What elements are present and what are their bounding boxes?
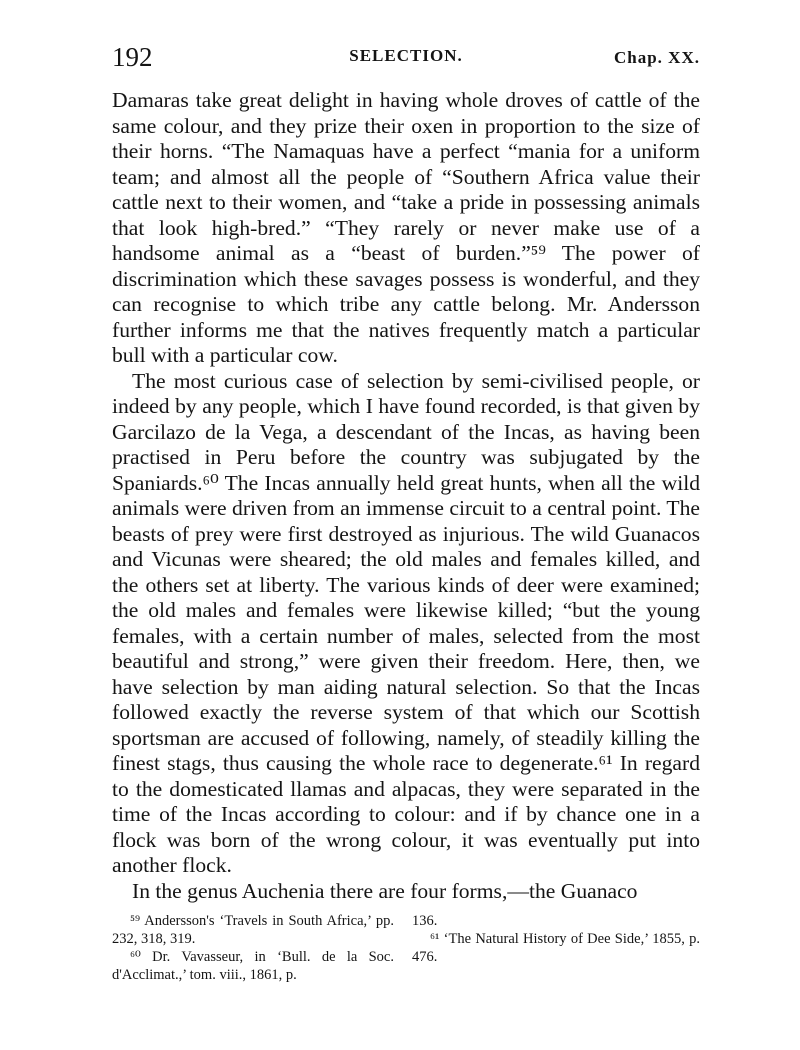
page-header	[112, 40, 700, 80]
page-number: 192	[112, 42, 153, 72]
paragraph-3: In the genus Auchenia there are four forms,—the Guanaco	[132, 878, 638, 903]
footnotes-left-column	[112, 912, 394, 984]
footnote-61: ⁶¹ ‘The Natural History of Dee Side,’ 1855, p. 476.	[412, 931, 700, 965]
running-title: SELECTION.	[349, 46, 463, 65]
footnote-59: ⁵⁹ Andersson's ‘Travels in South Africa,’ pp. 232, 318, 319.	[112, 913, 394, 947]
chapter-label: Chap. XX.	[614, 48, 700, 67]
body-text	[112, 88, 700, 904]
paragraph-2: The most curious case of selection by semi-civilised people, or indeed by any people, which I have found recorded, is that given by Garcilazo de la Vega, a descendant of the Incas, as having been practised in Peru before the country was subjugated by the Spaniards.⁶⁰ The Incas annually held great hunts, when all the wild animals were driven from an immense circuit to a central point. The beasts of prey were first destroyed as injurious. The wild Guanacos and Vicunas were sheared; the old males and females killed, and the others set at liberty. The various kinds of deer were examined; the old males and females were likewise killed; “but the young females, with a certain number of males, selected from the most beautiful and strong,” were given their freedom. Here, then, we have selection by man aiding natural selection. So that the Incas followed exactly the reverse system of that which our Scottish sportsman are accused of following, namely, of steadily killing the finest stags, thus causing the whole race to degenerate.⁶¹ In regard to the domesticated llamas and alpacas, they were separated in the time of the Incas according to colour: and if by chance one in a flock was born of the wrong colour, it was eventually put into another flock.	[112, 368, 700, 877]
footnotes-right-column	[412, 912, 700, 966]
footnote-60: ⁶⁰ Dr. Vavasseur, in ‘Bull. de la Soc. d'Acclimat.,’ tom. viii., 1861, p.	[112, 949, 394, 983]
paragraph-1: Damaras take great delight in having whole droves of cattle of the same colour, and they prize their oxen in proportion to the size of their horns. “The Namaquas have a perfect “mania for a uniform team; and almost all the people of “Southern Africa value their cattle next to their women, and “take a pride in possessing animals that look high-bred.” “They rarely or never make use of a handsome animal as a “beast of burden.”⁵⁹ The power of discrimination which these savages possess is wonderful, and they can recognise to which tribe any cattle belong. Mr. Andersson further informs me that the natives frequently match a particular bull with a particular cow.	[112, 88, 700, 367]
footnote-60-continued: 136.	[412, 913, 438, 929]
